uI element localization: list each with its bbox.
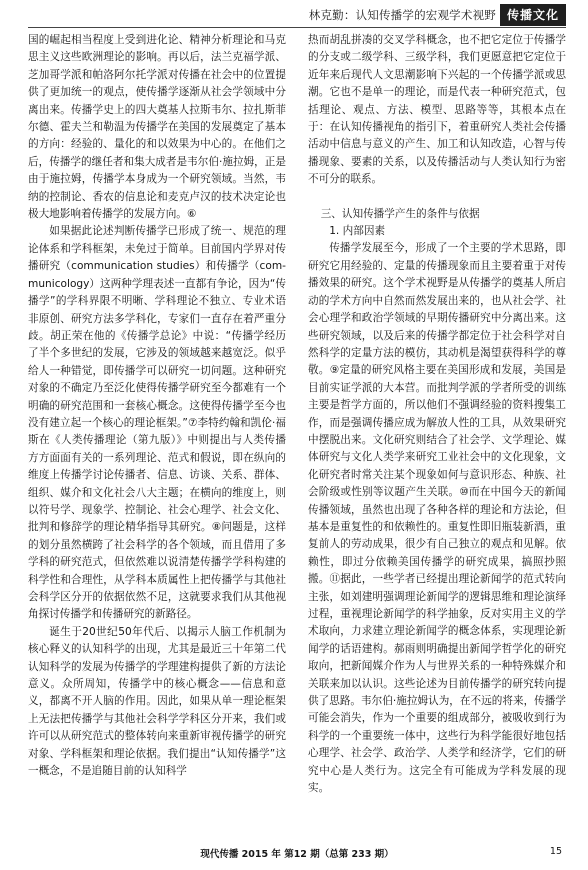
running-title: 林克勤：认知传播学的宏观学术视野 [308,8,496,22]
subsection-heading: 1. 内部因素 [329,225,386,238]
body-paragraph: 诞生于20世纪50年代后、以揭示人脑工作机制为核心释义的认知科学的出现，尤其是最近三十年第二代认知科学的发展为传播学的学理建构提供了新的方法论意义。众所周知，传播学中的核心概念——信息和意义，都离不开人脑的作用。因此，如果从单一理论框架上无法把传播学与其他社会科学学科区分开来，我们或许可以从研究范式的整体转向来重新审视传播学的研究对象、学科框架和理论依据。我们提出“认知传播学”这一概念，不是追随目前的认知科学 [28,625,286,778]
journal-info: 现代传播 2015 年 第12 期（总第 233 期） [200,849,394,860]
running-header [309,4,566,26]
section-badge: 传播文化 [500,4,566,26]
right-column [308,32,566,797]
section-heading: 三、认知传播学产生的条件与依据 [320,207,480,220]
page-footer [28,846,566,860]
left-column [28,32,286,780]
section-gap [308,189,566,206]
page-number: 15 [549,846,562,857]
body-paragraph: 热而胡乱拼凑的交叉学科概念，也不把它定位于传播学的分支或二级学科、三级学科，我们更愿意把它定位于近年来后现代人文思潮影响下兴起的一个传播学派或思潮。它也不是单一的理论，而是代表一种研究范式，包括理论、观点、方法、模型、思路等等，其根本点在于：在认知传播视角的指引下，着重研究人类社会传播活动中信息与意义的产生、加工和认知改造，心智与传播现象、要素的关系，以及传播活动与人类认知行为密不可分的联系。 [308,34,566,186]
body-paragraph: 传播学发展至今，形成了一个主要的学术思路，即研究它用经验的、定量的传播现象而且主要着重于对传播效果的研究。这个学术视野是从传播学的奠基人所启动的学术方向中自然而然发展出来的，也从社会学、社会心理学和政治学领域的早期传播研究中分离出来。这些研究领域，以及后来的传播学都定位于社会科学对自然科学的定量方法的模仿，其动机是渴望获得科学的尊敬。⑨定量的研究风格主要在美国形成和发展，美国是目前实证学派的大本营。而批判学派的学者所受的训练主要是哲学方面的，所以他们不强调经验的资料搜集工作，而是强调传播应成为解放人性的工具，从效果研究中摆脱出来。文化研究则结合了社会学、文学理论、媒体研究与文化人类学来研究工业社会中的文化现象，文化研究者时常关注某个现象如何与意识形态、种族、社会阶级或性别等议题产生关联。⑩而在中国今天的新闻传播领域，虽然也出现了各种各样的理论和方法论，但基本是重复性的和依赖性的。重复性即旧瓶装新酒，重复前人的劳动成果，很少有自己独立的观点和见解。依赖性，即过分依赖美国传播学的研究成果，搞照抄照搬。⑪据此，一些学者已经提出理论新闻学的范式转向主张，如刘建明强调理论新闻学的逻辑思维和理论演绎过程，重视理论新闻学的科学抽象，反对实用主义的学术取向，力求建立理论新闻学的概念体系，实现理论新闻学的话语建构。郝雨则明确提出新闻学哲学化的研究取向，把新闻媒介作为人与世界关系的一种特殊媒介和关联来加以认识。这些论述为目前传播学的研究转向提供了思路。韦尔伯·施拉姆认为，在不远的将来，传播学可能会消失，作为一个重要的组成部分，被吸收到行为科学的一个重要统一体中，这些行为科学能很好地包括心理学、社会学、政治学、人类学和经济学，它们的研究中心是人类行为。这完全有可能成为学科发展的现实。 [308,242,566,795]
header-rule [28,27,566,28]
body-paragraph: 国的崛起相当程度上受到进化论、精神分析理论和马克思主义这些欧洲理论的影响。再以后，法兰克福学派、芝加哥学派和帕洛阿尔托学派对传播在社会中的位置提供了更加统一的观点，使传播学逐渐从社会学领域中分离出来。传播学史上的四大奠基人拉斯韦尔、拉扎斯菲尔德、霍夫兰和勒温为传播学在美国的发展奠定了基本的方向：经验的、量化的和以效果为中心的。在他们之后，传播学的继任者和集大成者是韦尔伯·施拉姆，正是由于施拉姆，传播学本身成为一个研究领域。当然，韦纳的控制论、香农的信息论和麦克卢汉的技术决定论也极大地影响着传播学的发展方向。⑥ [28,34,286,221]
body-paragraph: 如果据此论述判断传播学已形成了统一、规范的理论体系和学科框架，未免过于简单。目前国内学界对传播研究（communication studies）和传播学（com-municology）这两种学理表述一直都有争论，因为“传播学”的学科界限不明晰、学科理论不独立、专业术语非原创、研究方法多学科化，专家们一直存在着严重分歧。胡正荣在他的《传播学总论》中说：“传播学经历了半个多世纪的发展，它涉及的领域越来越宽泛。似乎给人一种错觉，即传播学可以研究一切问题。这种研究对象的不确定乃至泛化使得传播学研究至今都难有一个明确的研究范围和一套核心概念。这使得传播学至今也没有建立起一个核心的理论框架。”⑦李特约翰和凯伦·福斯在《人类传播理论（第九版）》中则提出与人类传播方方面面有关的一系列理论、范式和假说，即在纵向的维度上传播学讨论传播者、信息、访谈、关系、群体、组织、媒介和文化社会八大主题；在横向的维度上，则以符号学、现象学、控制论、社会心理学、社会文化、批判和修辞学的理论精华指导其研究。⑧问题是，这样的划分虽然横跨了社会科学的各个领域，而且借用了多学科的研究范式，但依然难以说清楚传播学学科构建的科学性和合理性，从学科本质属性上把传播学与其他社会科学区分开的依据依然不足，这就要求我们从其他视角探讨传播学和传播研究的新路径。 [28,225,286,621]
